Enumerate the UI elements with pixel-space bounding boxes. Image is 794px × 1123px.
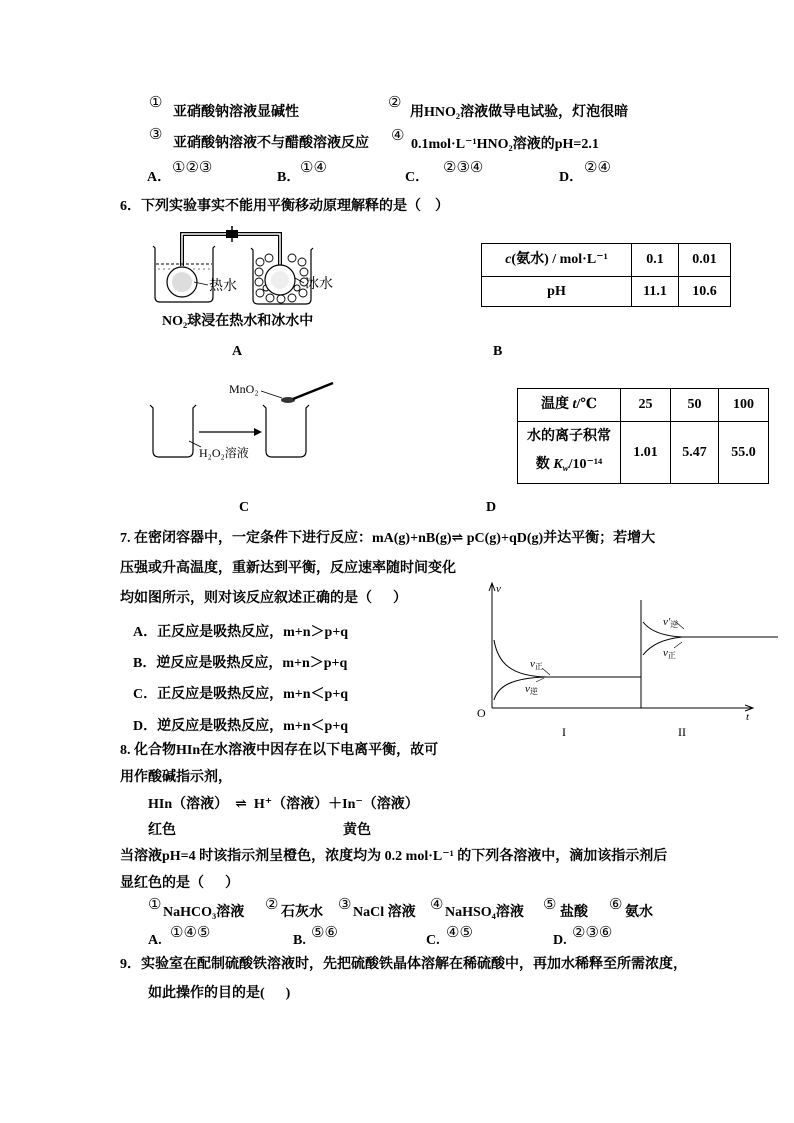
- cold-label-leader: [295, 278, 304, 283]
- reverse-rate-curve-stage-1: [494, 677, 546, 700]
- q8-stem-line-2: 用作酸碱指示剂，: [120, 770, 232, 785]
- solution-1-number: ①: [148, 897, 162, 913]
- new-reverse-rate-label: [663, 616, 678, 629]
- h2o2-beaker: [150, 405, 196, 457]
- new-reverse-rate-subscript: 逆: [670, 620, 679, 629]
- connecting-tube-inner: [182, 234, 280, 266]
- statement-3-text: 亚硝酸钠溶液不与醋酸溶液反应: [173, 136, 369, 151]
- ph-value-cell: 10.6: [679, 277, 731, 307]
- kw-subscript: w: [562, 463, 569, 473]
- ph-header-cell: pH: [482, 277, 632, 307]
- q8-option-a-letter: A.: [148, 933, 162, 948]
- concentration-header-text: (氨水) / mol·L⁻¹: [511, 252, 608, 267]
- statement-1-number: ①: [149, 95, 163, 111]
- ice-water-label: 冰水: [305, 277, 333, 292]
- base-form-color: 黄色: [343, 823, 371, 838]
- new-reverse-rate-symbol: v′: [663, 616, 671, 628]
- solution-6-name: 氨水: [625, 905, 653, 920]
- concentration-header-cell: [482, 244, 632, 277]
- q7-stem-line-2: 压强或升高温度，重新达到平衡，反应速率随时间变化: [120, 561, 456, 576]
- kw-unit: /10⁻¹⁴: [568, 457, 603, 472]
- statement-2-text: 用HNO₂溶液做导电试验，灯泡很暗: [410, 105, 629, 120]
- solution-2-name: 石灰水: [281, 905, 323, 920]
- v-axis-label: v: [496, 583, 501, 595]
- q5-option-b-choice: ①④: [300, 160, 327, 176]
- stage-2-label: II: [678, 725, 686, 739]
- q5-option-d-letter: D．: [559, 170, 584, 185]
- concentration-value-cell: 0.1: [632, 244, 679, 277]
- temperature-value-cell: 100: [719, 389, 769, 422]
- table-b-letter: B: [493, 344, 503, 359]
- solution-3-number: ③: [338, 897, 352, 913]
- ammonia-ph-table: [481, 243, 731, 307]
- hot-water-label: 热水: [209, 279, 237, 294]
- q7-option-c: C．正反应是吸热反应，m+n＜p+q: [133, 687, 349, 702]
- q9-stem-line-2: 如此操作的目的是( ): [148, 986, 291, 1001]
- q9-stem-line-1: 9．实验室在配制硫酸铁溶液时，先把硫酸铁晶体溶解在稀硫酸中，再加水稀释至所需浓度，: [120, 957, 687, 972]
- concentration-symbol: c: [505, 252, 512, 267]
- stage-1-label: I: [562, 725, 566, 739]
- h2o2-mno2-figure: [145, 375, 340, 467]
- solution-5-number: ⑤: [543, 897, 557, 913]
- forward-rate-curve-stage-1: [494, 640, 641, 677]
- reverse-rate-label: [525, 683, 538, 696]
- forward-rate-symbol: v: [530, 658, 535, 670]
- solution-4-number: ④: [430, 897, 444, 913]
- solution-3-name: NaCl 溶液: [353, 905, 416, 920]
- q8-option-b-choice: ⑤⑥: [311, 925, 338, 941]
- q8-stem-line-1: 8. 化合物HIn在水溶液中因存在以下电离平衡，故可: [120, 743, 439, 758]
- figure-c-letter: C: [239, 500, 250, 515]
- acid-form-color: 红色: [148, 823, 176, 838]
- q7-option-d: D．逆反应是吸热反应，m+n＜p+q: [133, 719, 349, 734]
- statement-2-number: ②: [388, 95, 402, 111]
- kw-header-prefix: 数: [535, 457, 554, 472]
- temperature-symbol: t: [572, 397, 577, 412]
- table-d-letter: D: [486, 500, 497, 515]
- concentration-value-cell: 0.01: [679, 244, 731, 277]
- figure-a-caption: NO₂球浸在热水和冰水中: [162, 314, 314, 329]
- temperature-value-cell: 25: [621, 389, 671, 422]
- q7-stem-line-3: 均如图所示，则对该反应叙述正确的是（ ）: [120, 591, 407, 606]
- solution-6-number: ⑥: [609, 897, 623, 913]
- q8-option-c-letter: C.: [426, 933, 440, 948]
- q7-option-b: B．逆反应是吸热反应，m+n＞p+q: [133, 656, 348, 671]
- statement-3-number: ③: [149, 127, 163, 143]
- new-forward-label-leader: [674, 642, 682, 648]
- solution-4-name: NaHSO₄溶液: [445, 905, 524, 920]
- forward-rate-subscript: 正: [534, 662, 543, 671]
- q8-option-b-letter: B.: [293, 933, 306, 948]
- reverse-label-leader: [536, 678, 544, 682]
- ph-value-cell: 11.1: [632, 277, 679, 307]
- q5-option-a-letter: A．: [147, 170, 172, 185]
- q8-option-c-choice: ④⑤: [446, 925, 473, 941]
- q7-option-a: A．正反应是吸热反应，m+n＞p+q: [133, 625, 349, 640]
- statement-4-text: 0.1mol·L⁻¹HNO₂溶液的pH=2.1: [411, 137, 599, 152]
- q7-stem-line-1: 7. 在密闭容器中，一定条件下进行反应：mA(g)+nB(g)⇌ pC(g)+qD(g)并达平衡；若增大: [120, 531, 656, 546]
- q5-option-b-letter: B．: [277, 170, 301, 185]
- q8-option-d-choice: ②③⑥: [572, 925, 613, 941]
- q5-option-c-letter: C．: [405, 170, 430, 185]
- q5-option-a-choice: ①②③: [172, 160, 213, 176]
- kw-header-line1: 水的离子积常: [527, 429, 611, 444]
- spatula-handle: [293, 383, 333, 399]
- statement-4-number: ④: [391, 128, 405, 144]
- product-beaker: [263, 405, 309, 457]
- temperature-unit: /℃: [576, 397, 598, 412]
- q8-option-a-choice: ①④⑤: [170, 925, 211, 941]
- water-ionic-product-table: [517, 388, 769, 484]
- forward-label-leader: [542, 668, 550, 675]
- solution-2-number: ②: [265, 897, 279, 913]
- kw-value-cell: 5.47: [671, 422, 719, 484]
- kw-header-line2: [518, 451, 620, 482]
- q5-option-d-choice: ②④: [584, 160, 611, 176]
- figure-a-letter: A: [232, 344, 243, 359]
- no2-bulbs-figure: [150, 222, 342, 314]
- statement-1-text: 亚硝酸钠溶液显碱性: [173, 105, 299, 120]
- t-axis-label: t: [746, 711, 750, 723]
- origin-label: O: [477, 706, 486, 720]
- new-forward-rate-symbol: v: [663, 647, 668, 659]
- q6-stem: 6．下列实验事实不能用平衡移动原理解释的是（ ）: [120, 199, 449, 214]
- temperature-header-cell: [518, 389, 621, 422]
- forward-rate-label: [530, 658, 543, 671]
- reaction-arrow-head: [254, 428, 262, 436]
- q5-option-c-choice: ②③④: [443, 160, 484, 176]
- hot-bulb-shading: [172, 272, 192, 292]
- h2o2-solution-label: H₂O₂溶液: [199, 446, 249, 460]
- q8-condition-line-1: 当溶液pH=4 时该指示剂呈橙色，浓度均为 0.2 mol·L⁻¹ 的下列各溶液中，滴加该指示剂后: [120, 849, 668, 864]
- new-forward-rate-subscript: 正: [667, 651, 676, 660]
- solution-1-name: NaHCO₃溶液: [163, 905, 245, 920]
- temperature-header-text: 温度: [540, 397, 573, 412]
- mno2-label-leader: [261, 391, 282, 398]
- reverse-rate-subscript: 逆: [529, 687, 538, 696]
- reverse-rate-symbol: v: [525, 683, 530, 695]
- q8-condition-line-2: 显红色的是（ ）: [120, 876, 239, 891]
- ionization-equation: HIn（溶液） ⇌ H⁺（溶液）＋In⁻（溶液）: [148, 797, 419, 812]
- rate-time-graph: [470, 578, 782, 743]
- kw-value-cell: 55.0: [719, 422, 769, 484]
- solution-5-name: 盐酸: [560, 905, 588, 920]
- kw-header-cell: [518, 422, 621, 484]
- cold-bulb-shading: [271, 271, 289, 289]
- kw-symbol: K: [553, 457, 563, 472]
- new-forward-rate-label: [663, 647, 676, 660]
- temperature-value-cell: 50: [671, 389, 719, 422]
- mno2-label: MnO₂: [229, 382, 259, 396]
- kw-value-cell: 1.01: [621, 422, 671, 484]
- connecting-tube-outer: [182, 234, 280, 266]
- q8-option-d-letter: D.: [553, 933, 567, 948]
